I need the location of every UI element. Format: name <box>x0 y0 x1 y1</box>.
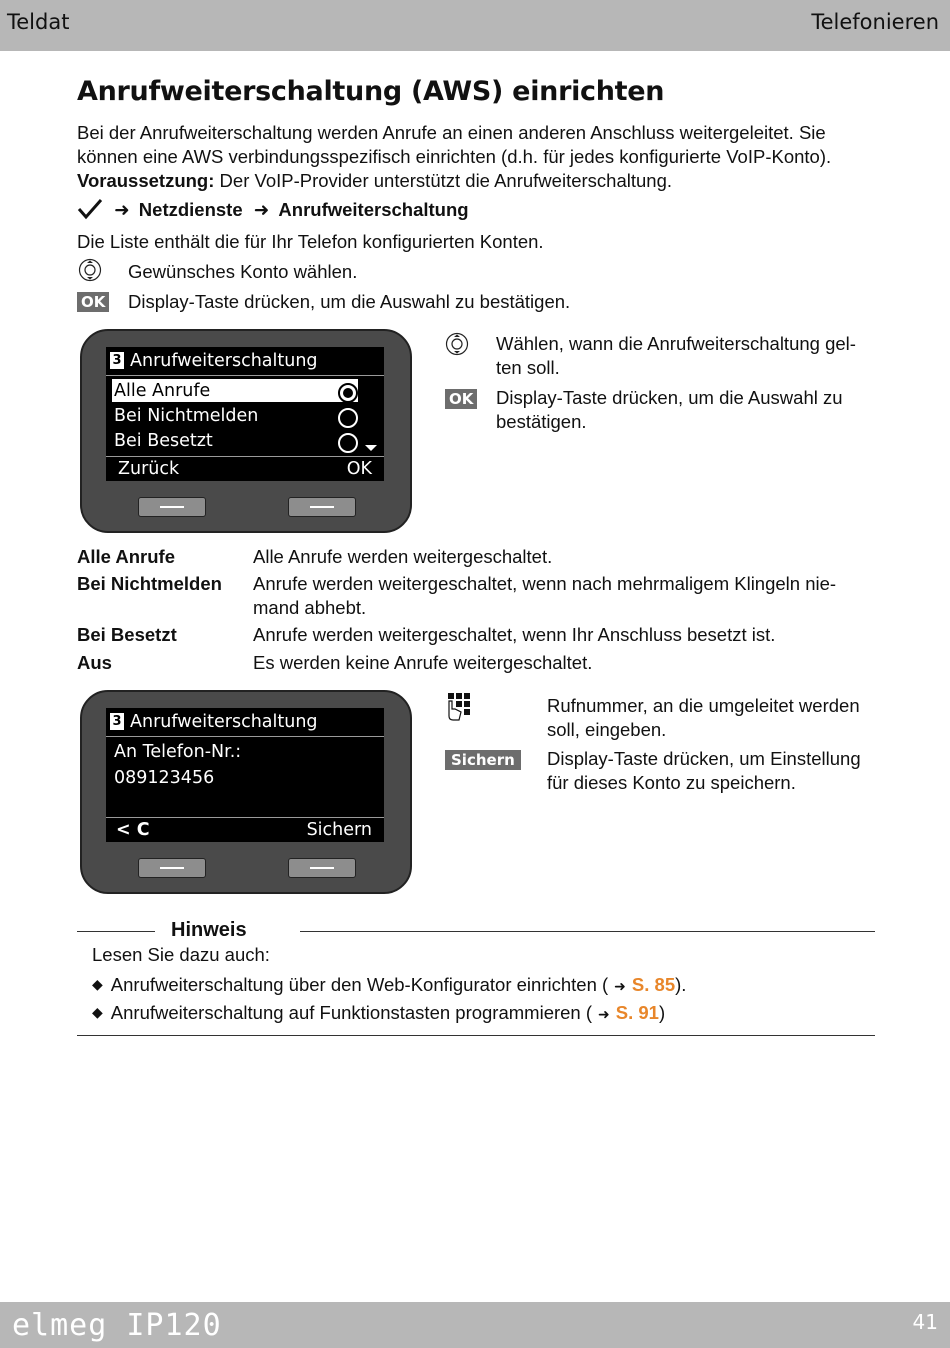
step-enter-number: Rufnummer, an die umgeleitet werden soll, eingeben. <box>547 695 860 740</box>
screen-title: 3 Anrufweiterschaltung <box>110 710 318 734</box>
account-badge: 3 <box>110 352 124 369</box>
number-input[interactable]: 089123456 <box>114 768 215 788</box>
note-title: Hinweis <box>171 919 247 941</box>
term: Bei Besetzt <box>77 624 177 645</box>
softkey-label-left: < C <box>116 820 150 840</box>
right-softkey-button[interactable] <box>288 858 356 878</box>
phone-display-1 <box>80 329 412 533</box>
list-info: Die Liste enthält die für Ihr Telefon konfigurierten Konten. <box>77 231 544 252</box>
option-alle-anrufe[interactable]: Alle Anrufe <box>114 381 211 401</box>
bullet-icon: ◆ <box>92 976 103 992</box>
term-description: Anrufe werden weitergeschaltet, wenn nach mehrmaligem Klingeln nie- mand abhebt. <box>253 573 837 618</box>
step-select-account: Gewünsches Konto wählen. <box>128 261 358 282</box>
softkey-label-right: Sichern <box>306 820 372 840</box>
step-confirm-2: Display-Taste drücken, um die Auswahl zu bestätigen. <box>496 387 843 432</box>
page-title: Anrufweiterschaltung (AWS) einrichten <box>77 76 665 107</box>
nav-key-icon <box>445 332 469 356</box>
header-section: Telefonieren <box>811 10 939 34</box>
nav-key-icon <box>78 258 102 282</box>
note-intro: Lesen Sie dazu auch: <box>92 944 270 965</box>
option-bei-nichtmelden[interactable]: Bei Nichtmelden <box>114 406 259 426</box>
page-link[interactable]: S. 91 <box>615 1002 659 1023</box>
term-description: Alle Anrufe werden weitergeschaltet. <box>253 546 553 567</box>
arrow-icon: ➜ <box>114 199 130 220</box>
bullet-icon: ◆ <box>92 1004 103 1020</box>
left-softkey-button[interactable] <box>138 858 206 878</box>
arrow-icon: ➜ <box>614 978 626 994</box>
ok-key-icon: OK <box>445 389 477 409</box>
note-item: ◆ Anrufweiterschaltung über den Web-Konfigurator einrichten ( ➜ S. 85). <box>92 974 687 995</box>
checkmark-icon <box>77 198 103 220</box>
option-bei-besetzt[interactable]: Bei Besetzt <box>114 431 213 451</box>
screen-title: 3 Anrufweiterschaltung <box>110 349 318 373</box>
product-logo: elmeg IP120 <box>12 1308 222 1343</box>
keypad-icon <box>445 692 475 722</box>
term: Alle Anrufe <box>77 546 175 567</box>
softkey-label-right: OK <box>346 459 372 479</box>
radio-selected-icon[interactable] <box>338 383 358 403</box>
phone-display-2 <box>80 690 412 894</box>
note-rule-bottom <box>77 1035 875 1036</box>
radio-icon[interactable] <box>338 408 358 428</box>
ok-key-icon: OK <box>77 292 109 312</box>
term: Bei Nichtmelden <box>77 573 222 594</box>
page-link[interactable]: S. 85 <box>631 974 676 995</box>
note-item: ◆ Anrufweiterschaltung auf Funktionstasten programmieren ( ➜ S. 91) <box>92 1002 666 1023</box>
term-description: Anrufe werden weitergeschaltet, wenn Ihr Anschluss besetzt ist. <box>253 624 776 645</box>
page-number: 41 <box>912 1310 938 1334</box>
term: Aus <box>77 652 112 673</box>
display-screen <box>106 347 384 481</box>
arrow-icon: ➜ <box>253 199 270 220</box>
number-field-label: An Telefon-Nr.: <box>114 742 242 762</box>
menu-path <box>77 198 469 224</box>
arrow-icon: ➜ <box>598 1006 610 1022</box>
note-rule-left <box>77 931 155 932</box>
sichern-key-icon: Sichern <box>445 750 521 770</box>
step-confirm: Display-Taste drücken, um die Auswahl zu bestätigen. <box>128 291 571 312</box>
menu-item-netzdienste: Netzdienste <box>138 199 243 220</box>
intro-text: Bei der Anrufweiterschaltung werden Anrufe an einen anderen Anschluss weitergeleitet. Sie können eine AWS verbindungsspezifisch einrichten (d.h. für jedes konfigurierte VoIP-Konto). Voraussetzung: Der VoIP-Provider unterstützt die Anrufweiterschaltung. <box>77 122 832 191</box>
softkey-label-left: Zurück <box>118 459 180 479</box>
left-softkey-button[interactable] <box>138 497 206 517</box>
note-rule-right <box>300 931 875 932</box>
menu-item-anrufweiterschaltung: Anrufweiterschaltung <box>278 199 469 220</box>
scroll-down-icon <box>364 443 378 453</box>
page-footer <box>0 1302 950 1348</box>
term-description: Es werden keine Anrufe weitergeschaltet. <box>253 652 593 673</box>
step-choose-when: Wählen, wann die Anrufweiterschaltung gel- ten soll. <box>496 333 856 378</box>
page-header <box>0 0 950 51</box>
display-screen <box>106 708 384 842</box>
header-brand: Teldat <box>7 10 70 34</box>
step-save: Display-Taste drücken, um Einstellung für dieses Konto zu speichern. <box>547 748 861 793</box>
radio-icon[interactable] <box>338 433 358 453</box>
account-badge: 3 <box>110 713 124 730</box>
right-softkey-button[interactable] <box>288 497 356 517</box>
